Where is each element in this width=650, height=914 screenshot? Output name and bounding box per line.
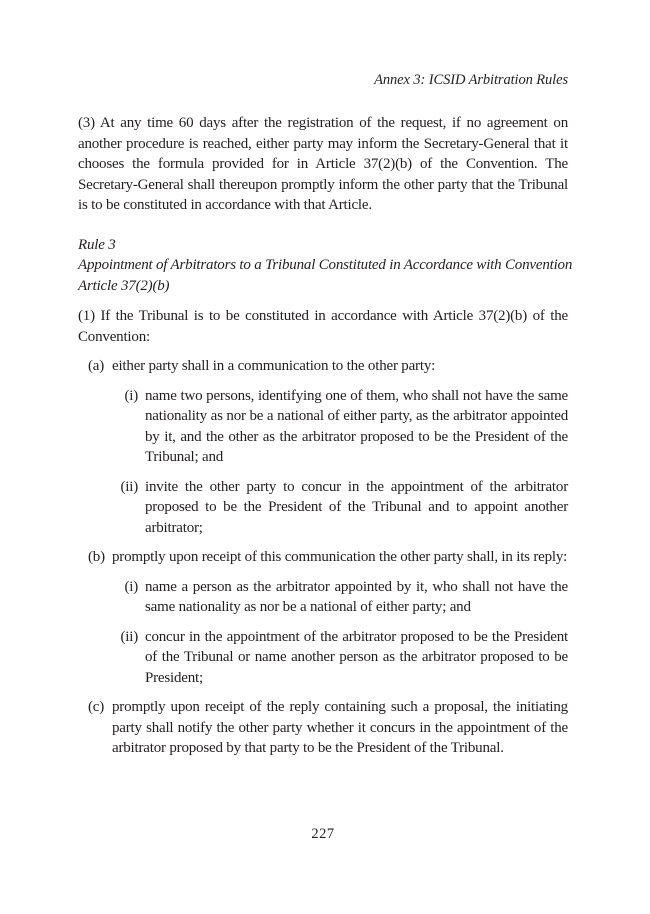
list-item-b-i [78,577,568,618]
list-item-a [78,356,568,377]
list-item-a-text: either party shall in a communication to the other party: [112,358,436,374]
paragraph-3: (3) At any time 60 days after the registration of the request, if no agreement on another procedure is reached, either party may inform the Secretary-General that it chooses the formula provided for in Article 37(2)(b) of the Convention. The Secretary-General shall thereupon promptly inform the other party that the Tribunal is to be constituted in accordance with that Article. [78,115,568,213]
list-item-b-i-label: (i) [124,578,138,595]
paragraph-1-intro: (1) If the Tribunal is to be constituted in accordance with Article 37(2)(b) of the Convention: [78,308,568,345]
list-item-b-ii [78,627,568,689]
list-item-b [78,547,568,568]
list-item-a-ii-text: invite the other party to concur in the appointment of the arbitrator proposed to be the President of the Tribunal and to appoint another arbitrator; [145,478,568,536]
list-item-a-i-label: (i) [124,387,138,404]
list-item-a-i-text: name two persons, identifying one of them, who shall not have the same nationality as nor be a national of either party, as the arbitrator appointed by it, and the other as the arbitrator proposed to be the President of the Tribunal; and [145,387,568,465]
list-item-c [78,697,568,759]
rule-number: Rule 3 [78,236,116,253]
list-item-b-i-text: name a person as the arbitrator appointed by it, who shall not have the same nationality as nor be a national of either party; and [145,578,568,615]
page-number: 227 [311,826,335,842]
list-item-b-label: (b) [88,549,105,565]
list-item-b-ii-label: (ii) [120,628,138,645]
list-item-c-label: (c) [88,699,105,715]
list-item-c-text: promptly upon receipt of the reply containing such a proposal, the initiating party shall notify the other party whether it concurs in the appointment of the arbitrator proposed by that party to be the President of the Tribunal. [112,699,568,756]
list-item-a-ii [78,477,568,539]
list-item-a-label: (a) [88,358,105,374]
running-header: Annex 3: ICSID Arbitration Rules [374,72,568,88]
rule-heading [78,235,576,297]
page-body [78,113,573,759]
list-item-b-text: promptly upon receipt of this communication the other party shall, in its reply: [112,549,568,565]
list-item-a-i [78,386,568,468]
rule-title: Appointment of Arbitrators to a Tribunal Constituted in Accordance with Convention Article 37(2)(b) [78,257,573,294]
list-item-b-ii-text: concur in the appointment of the arbitrator proposed to be the President of the Tribunal or name another person as the arbitrator proposed to be President; [145,628,568,686]
list-item-a-ii-label: (ii) [120,478,138,495]
